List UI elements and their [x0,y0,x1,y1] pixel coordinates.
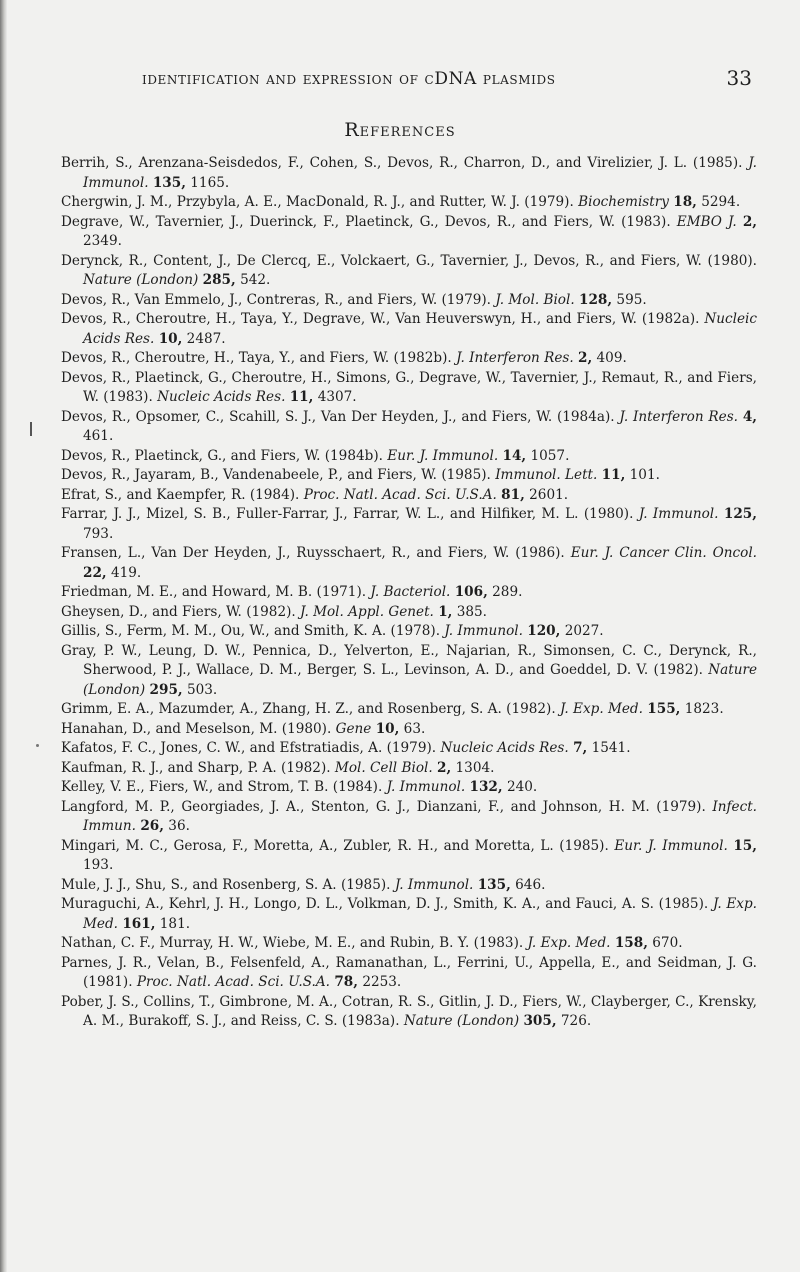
reference-volume: 78, [334,974,358,990]
reference-volume: 7, [573,740,588,756]
reference-item [61,447,757,467]
reference-volume: 10, [158,330,183,347]
reference-item [61,408,757,447]
reference-volume: 4, [742,408,758,425]
reference-item [61,466,757,486]
reference-authors: Farrar, J. J., Mizel, S. B., Fuller-Farrar, J., Farrar, W. L., and Hilfiker, M. L. (1980). [61,506,634,522]
reference-journal: Nature (London) [403,1013,520,1029]
running-title: identification and expression of cDNA plasmids [142,69,556,89]
reference-volume: 285, [202,272,236,288]
reference-journal: J. Immunol. [83,155,757,191]
reference-volume: 10, [375,720,400,737]
reference-pages: 63. [403,720,426,737]
reference-authors: Chergwin, J. M., Przybyla, A. E., MacDonald, R. J., and Rutter, W. J. (1979). [61,194,574,210]
reference-pages: 670. [652,935,683,951]
reference-journal: J. Immunol. [638,506,719,522]
reference-authors: Kaufman, R. J., and Sharp, P. A. (1982). [61,759,331,776]
reference-item [61,193,757,213]
reference-journal: J. Interferon Res. [619,408,738,425]
reference-journal: J. Immunol. [386,779,466,795]
reference-item [61,759,757,779]
reference-volume: 2, [437,759,452,776]
reference-item [61,778,757,798]
reference-pages: 1823. [684,701,724,717]
reference-journal: J. Mol. Appl. Genet. [300,603,434,620]
reference-volume: 125, [723,506,757,522]
reference-authors: Mule, J. J., Shu, S., and Rosenberg, S. A. (1985). [61,876,391,893]
reference-authors: Gray, P. W., Leung, D. W., Pennica, D., Yelverton, E., Najarian, R., Simonsen, C. C., Derynck, R., Sherwood, P. J., Wallace, D. M., Berger, S. L., Levinson, A. D., and Goeddel, D. V. (1982). [61,642,757,678]
reference-item [61,369,757,408]
reference-item [61,349,757,369]
reference-volume: 295, [149,681,183,698]
reference-item [61,213,757,252]
reference-volume: 135, [477,876,511,893]
reference-pages: 193. [83,857,114,873]
reference-item [61,252,757,291]
reference-volume: 11, [289,389,314,405]
reference-pages: 646. [515,876,546,893]
reference-volume: 14, [502,447,527,464]
reference-authors: Gillis, S., Ferm, M. M., Ou, W., and Smith, K. A. (1978). [61,623,441,639]
reference-journal: Nature (London) [83,662,757,698]
reference-pages: 181. [159,915,191,932]
reference-volume: 155, [647,701,681,717]
section-title: References [344,119,456,141]
reference-pages: 240. [506,779,538,795]
reference-authors: Langford, M. P., Georgiades, J. A., Stenton, G. J., Dianzani, F., and Johnson, H. M. (1979). [61,798,706,815]
reference-pages: 36. [168,818,190,834]
reference-item [61,700,757,720]
reference-authors: Kafatos, F. C., Jones, C. W., and Efstratiadis, A. (1979). [61,740,437,756]
reference-volume: 11, [601,467,626,483]
reference-authors: Parnes, J. R., Velan, B., Felsenfeld, A., Ramanathan, L., Ferrini, U., Appella, E., and Seidman, J. G. (1981). [61,954,757,990]
reference-journal: J. Immunol. [394,876,474,893]
reference-journal: Mol. Cell Biol. [334,759,433,776]
reference-pages: 2487. [186,330,226,347]
reference-item [61,603,757,623]
margin-dot [36,744,39,747]
reference-pages: 409. [596,350,627,366]
reference-item [61,720,757,740]
reference-volume: 81, [501,486,525,503]
reference-item [61,934,757,954]
reference-authors: Muraguchi, A., Kehrl, J. H., Longo, D. L., Volkman, D. J., Smith, K. A., and Fauci, A. S. (1985). [61,896,709,912]
reference-journal: Eur. J. Cancer Clin. Oncol. [570,545,757,561]
reference-item [61,544,757,583]
reference-volume: 18, [673,194,697,210]
reference-volume: 120, [527,623,561,639]
reference-item [61,739,757,759]
reference-authors: Kelley, V. E., Fiers, W., and Strom, T. B. (1984). [61,779,383,795]
page-number: 33 [726,66,752,90]
reference-volume: 158, [614,935,648,951]
reference-pages: 5294. [701,194,741,210]
reference-pages: 1057. [530,447,570,464]
reference-pages: 385. [456,603,488,620]
reference-pages: 461. [83,428,114,444]
reference-pages: 542. [240,272,271,288]
reference-item [61,291,757,311]
reference-authors: Friedman, M. E., and Howard, M. B. (1971). [61,584,367,600]
reference-volume: 305, [523,1013,557,1029]
reference-journal: Eur. J. Immunol. [614,837,728,854]
reference-item [61,642,757,701]
reference-authors: Mingari, M. C., Gerosa, F., Moretta, A., Zubler, R. H., and Moretta, L. (1985). [61,837,609,854]
reference-journal: Immunol. Lett. [495,467,598,483]
reference-pages: 2027. [564,623,604,639]
reference-journal: Gene [335,720,372,737]
reference-volume: 2, [742,213,758,230]
reference-pages: 2349. [83,233,122,249]
reference-pages: 4307. [317,389,357,405]
reference-pages: 101. [629,467,660,483]
reference-journal: J. Exp. Med. [83,896,757,932]
reference-item [61,310,757,349]
reference-volume: 15, [733,837,757,854]
reference-item [61,993,757,1032]
reference-volume: 2, [577,350,593,366]
reference-volume: 132, [469,779,503,795]
reference-volume: 1, [438,603,453,620]
reference-item [61,954,757,993]
reference-item [61,895,757,934]
reference-journal: J. Mol. Biol. [495,291,575,308]
reference-list [61,154,757,1032]
reference-item [61,486,757,506]
reference-journal: J. Exp. Med. [527,935,611,951]
reference-authors: Devos, R., Cheroutre, H., Taya, Y., and Fiers, W. (1982b). [61,350,452,366]
reference-authors: Fransen, L., Van Der Heyden, J., Ruysschaert, R., and Fiers, W. (1986). [61,545,565,561]
reference-journal: Nucleic Acids Res. [440,740,569,756]
reference-pages: 1165. [190,174,230,191]
reference-authors: Efrat, S., and Kaempfer, R. (1984). [61,486,300,503]
reference-journal: Biochemistry [578,194,669,210]
reference-journal: Proc. Natl. Acad. Sci. U.S.A. [303,486,497,503]
reference-volume: 106, [454,584,488,600]
reference-pages: 793. [83,525,114,542]
reference-pages: 289. [492,584,523,600]
reference-journal: Nucleic Acids Res. [83,311,757,347]
reference-volume: 135, [152,174,186,191]
reference-journal: Proc. Natl. Acad. Sci. U.S.A. [136,974,331,990]
reference-volume: 128, [578,291,613,308]
reference-pages: 595. [616,291,647,308]
reference-item [61,622,757,642]
reference-authors: Nathan, C. F., Murray, H. W., Wiebe, M. E., and Rubin, B. Y. (1983). [61,935,524,951]
reference-authors: Degrave, W., Tavernier, J., Duerinck, F., Plaetinck, G., Devos, R., and Fiers, W. (1983). [61,213,671,230]
reference-journal: Infect. Immun. [83,798,757,834]
reference-authors: Derynck, R., Content, J., De Clercq, E., Volckaert, G., Tavernier, J., Devos, R., and Fiers, W. (1980). [61,252,757,269]
page-header [60,66,752,96]
page-spine-shadow [0,0,7,1272]
reference-item [61,583,757,603]
reference-pages: 2253. [362,974,402,990]
reference-authors: Hanahan, D., and Meselson, M. (1980). [61,720,332,737]
reference-authors: Devos, R., Jayaram, B., Vandenabeele, P., and Fiers, W. (1985). [61,467,491,483]
reference-authors: Devos, R., Van Emmelo, J., Contreras, R., and Fiers, W. (1979). [61,291,491,308]
reference-volume: 161, [122,915,156,932]
reference-authors: Gheysen, D., and Fiers, W. (1982). [61,603,296,620]
reference-journal: J. Immunol. [444,623,523,639]
reference-authors: Devos, R., Opsomer, C., Scahill, S. J., Van Der Heyden, J., and Fiers, W. (1984a). [61,408,615,425]
reference-authors: Pober, J. S., Collins, T., Gimbrone, M. A., Cotran, R. S., Gitlin, J. D., Fiers, W., Clayberger, C., Krensky, A. M., Burakoff, S. J., and Reiss, C. S. (1983a). [61,993,757,1029]
reference-pages: 1541. [591,740,631,756]
reference-journal: Nucleic Acids Res. [157,389,286,405]
reference-journal: J. Interferon Res. [456,350,574,366]
reference-pages: 726. [560,1013,592,1029]
reference-item [61,505,757,544]
reference-item [61,876,757,896]
reference-volume: 22, [83,564,107,581]
reference-journal: Nature (London) [83,272,199,288]
reference-item [61,154,757,193]
reference-journal: Eur. J. Immunol. [387,447,499,464]
reference-authors: Devos, R., Cheroutre, H., Taya, Y., Degrave, W., Van Heuverswyn, H., and Fiers, W. (1982a). [61,311,700,327]
reference-item [61,837,757,876]
reference-pages: 503. [186,681,218,698]
reference-journal: J. Exp. Med. [560,701,643,717]
reference-authors: Berrih, S., Arenzana-Seisdedos, F., Cohen, S., Devos, R., Charron, D., and Virelizier, J. L. (1985). [61,155,743,171]
reference-volume: 26, [140,818,164,834]
reference-item [61,798,757,837]
reference-authors: Devos, R., Plaetinck, G., Cheroutre, H., Simons, G., Degrave, W., Tavernier, J., Remaut, R., and Fiers, W. (1983). [61,369,757,405]
reference-pages: 1304. [455,759,495,776]
reference-authors: Devos, R., Plaetinck, G., and Fiers, W. (1984b). [61,447,383,464]
reference-pages: 2601. [529,486,569,503]
reference-journal: EMBO J. [676,213,737,230]
reference-authors: Grimm, E. A., Mazumder, A., Zhang, H. Z., and Rosenberg, S. A. (1982). [61,701,556,717]
reference-journal: J. Bacteriol. [370,584,451,600]
reference-pages: 419. [110,564,142,581]
margin-mark [30,422,32,436]
